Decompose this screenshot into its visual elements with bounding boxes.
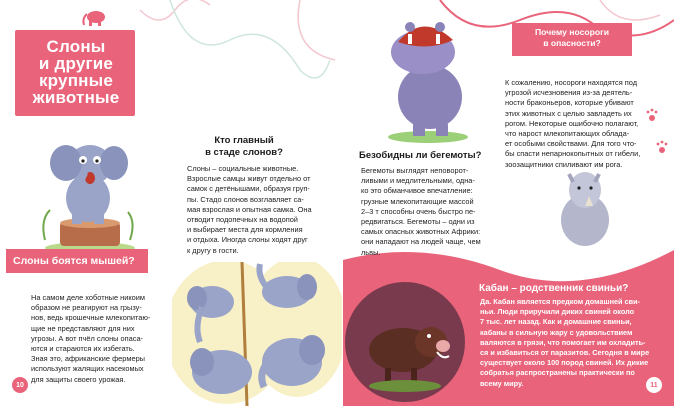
text-line: львы.	[361, 247, 381, 257]
text-line: кабаны в сильную жару с удовольствием	[480, 327, 633, 337]
text-line: щие не представляют для них	[31, 323, 135, 333]
page-number: 10	[16, 382, 24, 389]
text-line: и отдыха. Иногда слоны ходят друг	[187, 235, 308, 245]
text-line: используют жалящих насекомых	[31, 364, 144, 374]
text-line: ко это обманчивое впечатление:	[361, 186, 473, 196]
mice-heading: Слоны боятся мышей?	[13, 255, 135, 267]
text-line: мая взрослая и опытная самка. Она	[187, 204, 312, 214]
elephant-logo-icon	[83, 11, 105, 26]
page-number: 11	[650, 382, 658, 389]
boar-heading: Кабан – родственник свиньи?	[479, 283, 629, 294]
text-line: нов, ведь крошечные млекопитаю-	[31, 313, 151, 323]
title-line: Слоны	[46, 37, 106, 56]
text-line: собратья распространены практически по	[480, 368, 635, 378]
text-line: Зная это, африканские фермеры	[31, 354, 145, 364]
hippo-heading: Безобидны ли бегемоты?	[359, 150, 482, 161]
text-line: грузные млекопитающие массой	[361, 196, 474, 206]
title-line: крупные	[38, 71, 114, 90]
heading-line: Почему носороги	[535, 27, 609, 37]
elephant-on-stump-illustration	[30, 130, 150, 255]
hippo-illustration	[368, 12, 488, 147]
text-line: для защиты своего урожая.	[31, 374, 126, 384]
text-line: 2–3 т способны очень быстро пе-	[361, 206, 476, 216]
text-line: На самом деле хоботные никоим	[31, 293, 145, 302]
hippo-body	[361, 166, 501, 258]
text-line: отводит подопечных на водопой	[187, 215, 298, 225]
heading-line: Кто главный	[214, 135, 274, 146]
text-line: зоозащитники спиливают им рога.	[505, 159, 623, 169]
text-line: К сожалению, носороги находятся под	[505, 78, 638, 87]
rhino-body	[505, 78, 655, 170]
text-line: пы. Стадо слонов возглавляет са-	[187, 194, 304, 204]
boar-illustration	[345, 272, 465, 402]
elephant-herd-illustration	[172, 262, 342, 406]
page-title	[18, 38, 134, 106]
text-line: ньи. Люди приручили диких свиней около	[480, 307, 635, 317]
herd-body	[187, 164, 337, 256]
text-line: Бегемоты выглядят неповорот-	[361, 166, 469, 175]
text-line: рогом. Некоторые ошибочно полагают,	[505, 118, 639, 128]
rhino-heading	[512, 27, 632, 49]
text-line: к другу в гости.	[187, 245, 239, 255]
text-line: ет особыми свойствами. Для того что-	[505, 139, 637, 149]
text-line: Да. Кабан является предком домашней сви-	[480, 297, 641, 306]
title-line: животные	[32, 88, 120, 107]
text-line: этих животных с целью завладеть их	[505, 108, 632, 118]
text-line: угрозой исчезновения из-за деятель-	[505, 88, 633, 98]
text-line: существует около 100 пород свиней. Их дикие	[480, 358, 649, 368]
text-line: бы спасти непарнокопытных от гибели,	[505, 149, 641, 159]
text-line: ливыми и медлительными, одна-	[361, 176, 475, 186]
text-line: что нарост млекопитающих облада-	[505, 129, 630, 139]
title-line: и другие	[38, 54, 114, 73]
boar-body	[480, 297, 655, 389]
text-line: угрозы. А вот пчёл слоны опаса-	[31, 333, 144, 343]
text-line: валяются в грязи, что помогает им охладить-	[480, 337, 646, 347]
herd-heading	[194, 135, 294, 159]
text-line: они нападают на людей чаще, чем	[361, 237, 481, 247]
heading-line: в опасности?	[543, 38, 601, 48]
text-line: самых опасных животных Африки:	[361, 227, 481, 237]
mice-body	[31, 293, 171, 385]
text-line: Слоны – социальные животные.	[187, 164, 299, 173]
text-line: самок с детёнышами, образуя груп-	[187, 184, 310, 194]
rhino-illustration	[555, 168, 615, 248]
text-line: ся и избавиться от паразитов. Сегодня в мире	[480, 348, 650, 358]
text-line: ности браконьеров, которые убивают	[505, 98, 634, 108]
heading-line: в стаде слонов?	[205, 147, 283, 158]
text-line: образом не реагируют на грызу-	[31, 303, 142, 313]
text-line: редвигаться. Бегемоты – одни из	[361, 217, 475, 227]
text-line: всему миру.	[480, 378, 524, 388]
text-line: 7 тыс. лет назад. Как и домашние свиньи,	[480, 317, 632, 327]
text-line: и выбирает места для кормления	[187, 225, 303, 235]
text-line: ются и стараются их избегать.	[31, 344, 135, 354]
text-line: Взрослые самцы живут отдельно от	[187, 174, 311, 184]
